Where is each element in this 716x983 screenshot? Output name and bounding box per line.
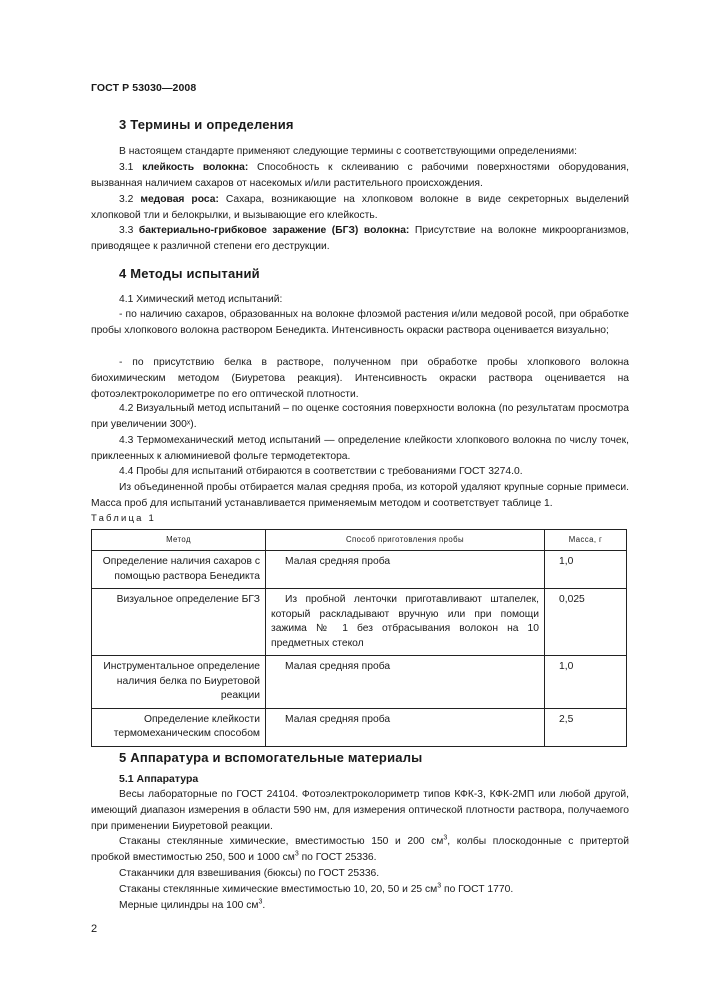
term-3-1 [91, 160, 629, 192]
term-definition: Способность к склеиванию с рабочими поверхностями оборудования, вызванная наличием сахаров от насекомых и/или растительного происхождения. [91, 162, 629, 189]
section-4-paragraph: 4.2 Визуальный метод испытаний – по оценке состояния поверхности волокна (по результатам просмотра при увеличении 300ˣ). [91, 403, 629, 430]
section-4-paragraph: 4.3 Термомеханический метод испытаний — определение клейкости хлопкового волокна по числу точек, приклеенных к алюминиевой фольге термодетектора. [91, 435, 629, 462]
term-name: клейкость волокна: [142, 162, 249, 173]
section-5-paragraph [91, 882, 629, 898]
document-code-header: ГОСТ Р 53030—2008 [91, 82, 197, 94]
section-5-paragraph [91, 898, 629, 914]
term-definition: Сахара, возникающие на хлопковом волокне в виде секреторных выделений хлопковой тли и белокрылки, и вызывающие его клейкость. [91, 194, 629, 221]
term-name: медовая роса: [140, 194, 219, 205]
table-cell: Малая средняя проба [266, 708, 545, 746]
section-5-paragraph: Стаканчики для взвешивания (бюксы) по ГОСТ 25336. [119, 868, 380, 879]
column-header: Масса, г [545, 530, 627, 551]
section-5-title: 5 Аппаратура и вспомогательные материалы [119, 750, 423, 765]
table-row [92, 589, 627, 656]
text-span: по ГОСТ 25336. [298, 851, 377, 863]
text-span: , колбы плоскодонные с притертой пробкой вместимостью 250, 500 и 1000 см [91, 836, 630, 863]
term-3-3 [91, 223, 629, 255]
term-name: бактериально-грибковое заражение (БГЗ) волокна: [138, 225, 410, 236]
section-3-title: 3 Термины и определения [119, 117, 294, 132]
text-span: . [262, 900, 266, 911]
superscript: 3 [294, 850, 299, 858]
column-header: Способ приготовления пробы [266, 530, 545, 551]
table-cell: 0,025 [545, 589, 627, 656]
table-header-row [92, 530, 627, 551]
table-cell: 1,0 [545, 551, 627, 589]
text-span: по ГОСТ 1770. [441, 884, 514, 895]
table-row [92, 656, 627, 709]
term-definition: Присутствие на волокне микроорганизмов, приводящее к различной степени его деструкции. [91, 225, 629, 252]
table-cell: 2,5 [545, 708, 627, 746]
term-3-2 [91, 192, 629, 224]
text-span: Стаканы стеклянные химические вместимостью 10, 20, 50 и 25 см [119, 884, 438, 895]
column-header: Метод [92, 530, 266, 551]
page-number: 2 [91, 923, 98, 935]
section-4-title: 4 Методы испытаний [119, 266, 260, 281]
section-4-paragraph: - по присутствию белка в растворе, полученном при обработке пробы хлопкового волокна биохимическим методом (Биуретова реакция). Интенсивность окраски раствора оценивается на фотоэлектроколориметре по его оптической плотности. [91, 357, 629, 400]
table-cell: Визуальное определение БГЗ [92, 589, 266, 656]
text-span: Стаканы стеклянные химические, вместимостью 150 и 200 см [119, 836, 444, 847]
section-4-paragraph: 4.4 Пробы для испытаний отбираются в соответствии с требованиями ГОСТ 3274.0. [119, 466, 523, 477]
superscript: 3 [258, 898, 263, 906]
term-number: 3.3 [119, 225, 134, 236]
subsection-5-1-title: 5.1 Аппаратура [119, 773, 199, 785]
table-cell: Из пробной ленточки приготавливают штапелек, который раскладывают вручную или при помощи зажима № 1 без отбрасывания волокон на 10 предметных стекол [266, 589, 545, 656]
section-4-paragraph: Из объединенной пробы отбирается малая средняя проба, из которой удаляют крупные сорные примеси. Масса проб для испытаний устанавливается применяемым методом и соответствует таблице 1. [91, 482, 629, 509]
table-cell: Малая средняя проба [266, 656, 545, 709]
section-5-paragraph: Весы лабораторные по ГОСТ 24104. Фотоэлектроколориметр типов КФК-3, КФК-2МП или любой другой, имеющий диапазон измерения в области 590 нм, для измерения оптической плотности раствора, получаемого при применении Биуретовой реакции. [91, 789, 629, 832]
table-row [92, 708, 627, 746]
table-cell: Малая средняя проба [266, 551, 545, 589]
table-cell: 1,0 [545, 656, 627, 709]
table-cell: Определение клейкости термомеханическим способом [92, 708, 266, 746]
table-1 [91, 529, 627, 747]
table-cell: Инструментальное определение наличия белка по Биуретовой реакции [92, 656, 266, 709]
table-caption: Таблица 1 [91, 513, 156, 524]
superscript: 3 [437, 882, 442, 890]
section-4-paragraph: 4.1 Химический метод испытаний: [119, 294, 283, 305]
superscript: 3 [443, 834, 448, 842]
table-cell: Определение наличия сахаров с помощью раствора Бенедикта [92, 551, 266, 589]
section-5-paragraph [91, 834, 629, 866]
term-number: 3.1 [119, 162, 134, 173]
section-3-intro: В настоящем стандарте применяют следующие термины с соответствующими определениями: [119, 146, 577, 157]
section-4-paragraph: - по наличию сахаров, образованных на волокне флоэмой растения и/или медовой росой, при обработке пробы хлопкового волокна раствором Бенедикта. Интенсивность окраски раствора оценивается визуально; [91, 309, 629, 336]
text-span: Мерные цилиндры на 100 см [119, 900, 259, 911]
term-number: 3.2 [119, 194, 134, 205]
table-row [92, 551, 627, 589]
